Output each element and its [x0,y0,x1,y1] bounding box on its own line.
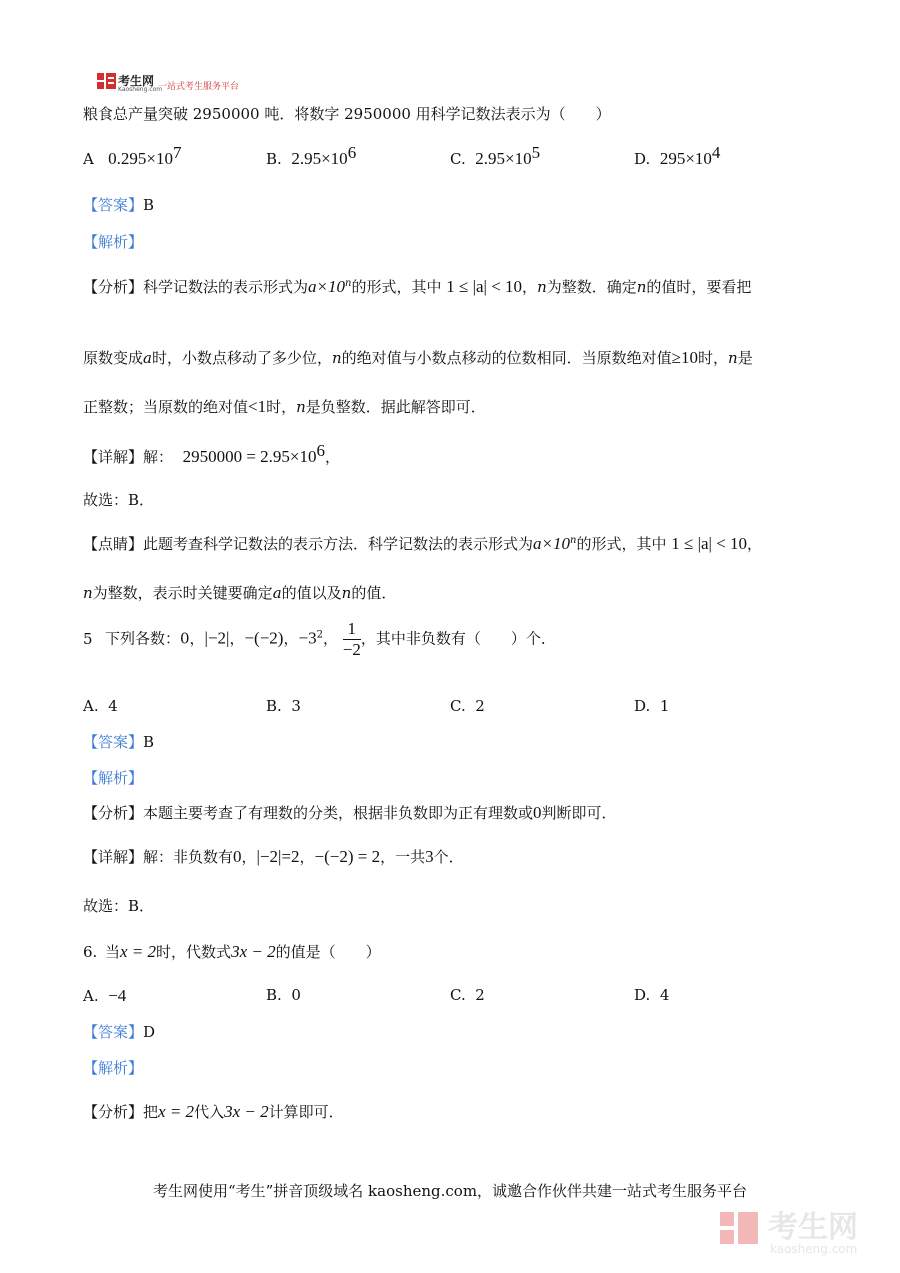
q4-option-a: A $0.295\times 10^7$ [83,143,182,168]
q5-choose: 故选：B． [83,897,155,915]
logo-slogan: 一站式考生服务平台 [158,82,240,92]
q5-fenxi: 【分析】本题主要考查了有理数的分类，根据非负数即为正有理数或0判断即可． [83,803,617,822]
q4-fenxi-line2: 原数变成a时，小数点移动了多少位，n的绝对值与小数点移动的位数相同．当原数绝对值≥10时，n是 [83,348,753,367]
q4-analysis-tag: 【解析】 [83,233,144,251]
q6-option-c: C. 2 [450,986,485,1004]
q4-answer: 【答案】B [83,196,155,214]
footer-text: 考生网使用“考生”拼音顶级域名 kaosheng.com，诚邀合作伙伴共建一站式考生服务平台 [152,1182,748,1200]
q6-option-a: A. −4 [83,986,127,1005]
q5-analysis-tag: 【解析】 [83,769,144,787]
q4-option-d: D. $295\times 10^4$ [634,143,721,168]
q4-dianjing-line1: 【点睛】此题考查科学记数法的表示方法．科学记数法的表示形式为$a\times 10^n$的形式，其中 1 ≤ |a| < 10， [83,534,763,553]
q5-option-c: C. 2 [450,697,485,715]
watermark-logo-icon [718,1206,762,1250]
q4-option-b: B. $2.95\times 10^6$ [266,143,357,168]
q6-fenxi: 【分析】把x = 2代入3x − 2计算即可． [83,1102,344,1121]
q4-dianjing-line2: n为整数，表示时关键要确定a的值以及n的值． [83,584,397,602]
q5-answer: 【答案】B [83,733,155,751]
q4-stem: 粮食总产量突破 2950000 吨．将数字 2950000 用科学记数法表示为（ ） [83,105,611,123]
logo-name: 考生网 [118,74,155,88]
q4-fenxi-line3: 正整数；当原数的绝对值<1时，n是负整数．据此解答即可． [83,397,486,416]
q6-option-b: B. 0 [266,986,301,1004]
watermark-name: 考生网 [768,1210,858,1245]
q5-option-b: B. 3 [266,697,301,715]
kaosheng-logo-icon [96,72,118,90]
watermark [718,1200,888,1260]
q6-answer: 【答案】D [83,1023,156,1041]
q5-option-d: D. 1 [634,697,670,715]
q5-detail: 【详解】解：非负数有0，|−2|=2，−(−2) = 2，一共3个． [83,847,464,866]
q6-stem: 6. 当x = 2时，代数式3x − 2的值是（ ） [83,942,381,961]
q6-option-d: D. 4 [634,986,670,1004]
watermark-domain: kaosheng.com [770,1242,858,1256]
logo-domain: Kaosheng.com [118,86,163,93]
q4-fenxi-line1: 【分析】科学记数法的表示形式为$a\times 10^n$的形式，其中 1 ≤ |a| < 10，n为整数．确定n的值时，要看把 [83,277,752,296]
q5-stem: 5 下列各数：0，|−2|，−(−2)，$-3^2$， $\frac{1}{-2}$ ，其中非负数有（ ）个． [83,619,556,659]
q5-fraction: $\frac{1}{-2}$ [342,619,361,659]
q4-option-c: C. $2.95\times 10^5$ [450,143,541,168]
q6-analysis-tag: 【解析】 [83,1059,144,1077]
q4-detail: 【详解】解： $2950000 = 2.95\times 10^6$， [83,441,341,466]
q5-option-a: A. 4 [83,697,118,715]
q4-choose: 故选：B． [83,491,155,509]
